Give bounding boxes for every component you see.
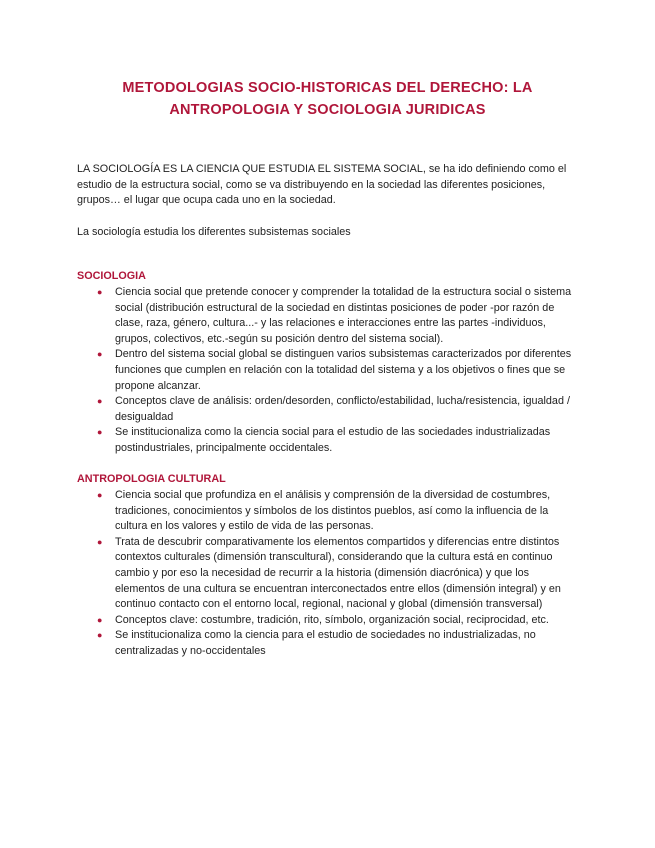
list-item-text: Ciencia social que profundiza en el análisis y comprensión de la diversidad de costumbres, tradiciones, conocimientos y símbolos de los distintos pueblos, así como la influencia de la cultura en los valores y estilo de vida de las personas.	[115, 489, 551, 533]
list-item-text: Dentro del sistema social global se distinguen varios subsistemas caracterizados por diferentes funciones que cumplen en relación con la totalidad del sistema y a los objetivos o fines que se propone alcanzar.	[115, 348, 572, 392]
bullet-icon: ●	[97, 349, 103, 360]
list-item-text: Se institucionaliza como la ciencia social para el estudio de las sociedades industrializadas postindustriales, principalmente occidentales.	[115, 426, 551, 454]
section-heading-antropologia-cultural: ANTROPOLOGIA CULTURAL	[77, 473, 226, 485]
bullet-icon: ●	[97, 536, 103, 547]
sociologia-bullet-list	[77, 285, 579, 457]
list-item	[77, 488, 579, 535]
list-item	[77, 535, 579, 613]
bullet-icon: ●	[97, 490, 103, 500]
bullet-icon: ●	[97, 630, 103, 641]
bullet-icon: ●	[97, 287, 103, 297]
list-item	[77, 285, 579, 347]
list-item	[77, 613, 579, 629]
bullet-icon: ●	[97, 427, 103, 438]
bullet-icon: ●	[97, 614, 103, 625]
list-item-text: Trata de descubrir comparativamente los elementos compartidos y diferencias entre distintos contextos culturales (dimensión transcultural), considerando que la cultura está en continuo cambio y por eso la necesidad de recurrir a la historia (dimensión diacrónica) y que los elementos de una cultura se encuentran interconectados entre ellos (dimensión integral) y en continuo contacto con el entorno local, regional, nacional y global (dimensión transversal)	[115, 535, 561, 611]
bullet-icon: ●	[97, 396, 103, 407]
intro-subsystems-paragraph: La sociología estudia los diferentes subsistemas sociales	[77, 226, 351, 238]
list-item	[77, 347, 579, 394]
title-line-2: ANTROPOLOGIA Y SOCIOLOGIA JURIDICAS	[169, 102, 486, 118]
page-title	[60, 77, 595, 121]
list-item-text: Se institucionaliza como la ciencia para el estudio de sociedades no industrializadas, no centralizadas y no-occidentales	[115, 629, 536, 657]
list-item-text: Conceptos clave de análisis: orden/desorden, conflicto/estabilidad, lucha/resistencia, igualdad / desigualdad	[115, 395, 570, 423]
title-line-1: METODOLOGIAS SOCIO-HISTORICAS DEL DERECHO: LA	[122, 80, 533, 96]
list-item-text: Conceptos clave: costumbre, tradición, rito, símbolo, organización social, reciprocidad, etc.	[115, 613, 549, 626]
section-heading-sociologia: SOCIOLOGIA	[77, 270, 146, 282]
list-item	[77, 628, 579, 659]
list-item	[77, 394, 579, 425]
list-item	[77, 425, 579, 456]
antropologia-bullet-list	[77, 488, 579, 660]
intro-paragraph: LA SOCIOLOGÍA ES LA CIENCIA QUE ESTUDIA EL SISTEMA SOCIAL, se ha ido definiendo como el estudio de la estructura social, como se va distribuyendo en la sociedad las diferentes posiciones, grupos… el lugar que ocupa cada uno en la sociedad.	[77, 163, 567, 207]
list-item-text: Ciencia social que pretende conocer y comprender la totalidad de la estructura social o sistema social (distribución estructural de la sociedad en distintas posiciones de poder -por razón de clase, raza, género, cultura...- y las relaciones e interacciones entre las partes -individuos, grupos, colectivos, etc.-según su posición dentro del sistema social).	[115, 286, 572, 345]
